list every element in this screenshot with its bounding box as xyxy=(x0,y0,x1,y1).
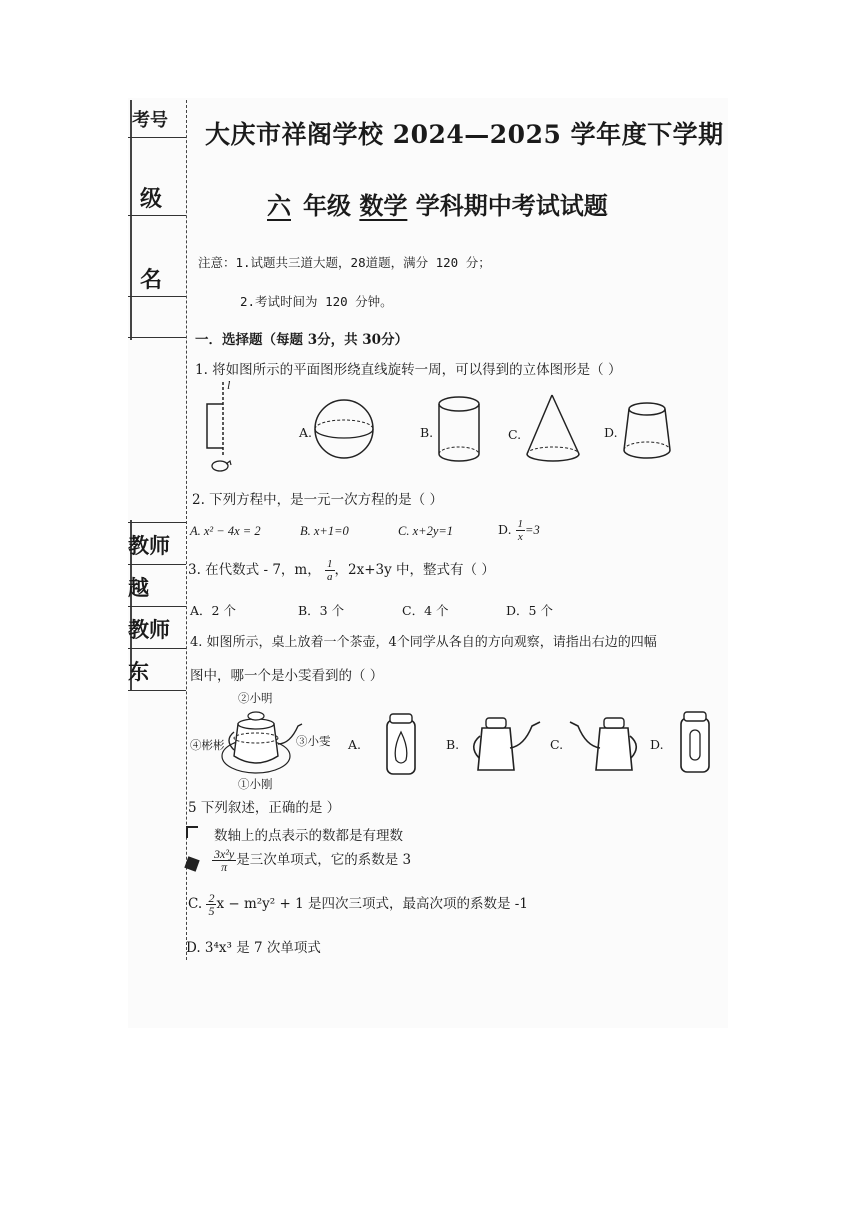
q4-label-bottom: ①小刚 xyxy=(238,777,273,791)
teapot-handle-side-view-icon xyxy=(384,712,418,778)
side-teacher-name: 越 xyxy=(128,575,149,600)
note-line-2: 2.考试时间为 120 分钟。 xyxy=(240,294,393,309)
q5-c-fraction xyxy=(206,892,216,917)
grade-suffix: 年级 xyxy=(303,191,351,220)
section-1-title: 一．选择题（每题 3分，共 30分） xyxy=(195,332,409,348)
side-divider xyxy=(128,337,186,338)
side-label-name: 名 xyxy=(140,267,163,293)
q5-option-d[interactable]: D. 3⁴x³ 是 7 次单项式 xyxy=(186,940,321,956)
q5-b-num: 3x²y xyxy=(214,847,235,861)
q3-text-pre: 3. 在代数式 - 7，m， xyxy=(188,562,321,578)
q1-option-c[interactable]: C. xyxy=(508,427,522,442)
exam-subtitle xyxy=(255,186,608,221)
q5-c-rest: x − m²y² + 1 是四次三项式，最高次项的系数是 -1 xyxy=(216,896,528,912)
q1-option-b[interactable]: B. xyxy=(420,425,434,440)
q4-label-top: ②小明 xyxy=(238,691,273,705)
q3-fraction xyxy=(325,558,335,583)
q1-text: 1. 将如图所示的平面图形绕直线旋转一周，可以得到的立体图形是（ ） xyxy=(195,362,622,378)
q4-option-b[interactable]: B. xyxy=(446,737,460,752)
side-label-exam-no: 考号 xyxy=(132,110,168,131)
q4-label-right: ③小雯 xyxy=(296,734,331,748)
q2-d-fraction xyxy=(516,518,526,543)
q5-c-label: C. xyxy=(188,896,203,912)
teapot-spout-front-view-icon xyxy=(678,710,712,776)
q5-option-a[interactable]: 数轴上的点表示的数都是有理数 xyxy=(214,828,403,844)
side-divider xyxy=(128,648,186,649)
q5-option-c[interactable] xyxy=(188,892,528,917)
q2-option-a[interactable]: A. x² − 4x = 2 xyxy=(190,524,261,538)
q3-option-d[interactable]: D．5 个 xyxy=(506,603,553,618)
q5-b-den: π xyxy=(221,860,228,874)
teapot-spout-right-icon xyxy=(468,712,542,776)
q3-frac-den: a xyxy=(327,571,333,583)
q1-axis-label: l xyxy=(227,378,231,392)
side-divider xyxy=(128,522,186,523)
q1-option-d[interactable]: D. xyxy=(604,425,618,440)
subject-value: 数学 xyxy=(359,191,408,220)
q4-text-line-2: 图中，哪一个是小雯看到的（ ） xyxy=(190,668,384,684)
q4-option-d[interactable]: D. xyxy=(650,737,664,752)
q2-d-den: x xyxy=(517,531,523,543)
note-line-1: 注意：1.试题共三道大题，28道题，满分 120 分； xyxy=(198,255,491,270)
q5-c-num: 2 xyxy=(208,891,215,905)
q3-option-a[interactable]: A．2 个 xyxy=(190,603,236,618)
side-divider xyxy=(128,296,186,297)
q4-option-a[interactable]: A. xyxy=(348,737,362,752)
frustum-icon xyxy=(622,402,674,462)
q2-d-rest: =3 xyxy=(525,523,540,537)
side-teacher-label: 教师 xyxy=(128,617,170,642)
exam-title: 大庆市祥阁学校 2024—2025 学年度下学期 xyxy=(205,120,724,149)
teapot-top-view-icon xyxy=(222,704,312,778)
teapot-spout-left-icon xyxy=(568,712,642,776)
q3-frac-num: 1 xyxy=(327,558,333,570)
q1-option-a[interactable]: A. xyxy=(299,425,313,440)
cylinder-icon xyxy=(438,396,482,464)
side-teacher-name: 东 xyxy=(128,659,149,684)
q3-text-post: ，2x+3y 中，整式有（ ） xyxy=(334,562,495,578)
side-divider xyxy=(128,690,186,691)
q4-label-left: ④彬彬 xyxy=(190,738,225,752)
side-teacher-label: 教师 xyxy=(128,533,170,558)
q2-d-num: 1 xyxy=(517,518,524,530)
q3-text xyxy=(188,558,495,583)
side-divider xyxy=(128,564,186,565)
q3-option-c[interactable]: C．4 个 xyxy=(402,603,449,618)
side-label-class: 级 xyxy=(140,186,163,212)
q5-b-fraction xyxy=(212,848,236,873)
q4-option-c[interactable]: C. xyxy=(550,737,564,752)
q1-plane-figure xyxy=(190,378,250,478)
sphere-icon xyxy=(315,396,375,462)
q5-b-rest: 是三次单项式，它的系数是 3 xyxy=(236,852,412,868)
q5-c-den: 5 xyxy=(208,904,215,918)
q2-option-c[interactable]: C. x+2y=1 xyxy=(398,524,454,538)
q5-text: 5 下列叙述，正确的是 ） xyxy=(188,800,341,816)
q4-text-line-1: 4. 如图所示，桌上放着一个茶壶，4个同学从各自的方向观察，请指出右边的四幅 xyxy=(190,635,657,650)
grade-value: 六 xyxy=(267,191,291,220)
cone-icon xyxy=(525,394,583,464)
q2-text: 2. 下列方程中，是一元一次方程的是（ ） xyxy=(192,492,443,508)
q2-d-label: D. xyxy=(498,522,512,537)
side-divider xyxy=(128,606,186,607)
binding-border-top xyxy=(130,100,132,340)
q5-option-b[interactable] xyxy=(212,848,411,873)
q2-option-d[interactable] xyxy=(498,518,540,543)
subject-suffix: 学科期中考试试题 xyxy=(415,191,608,220)
side-divider xyxy=(128,137,186,138)
q3-option-b[interactable]: B．3 个 xyxy=(298,603,345,618)
q2-option-b[interactable]: B. x+1=0 xyxy=(300,524,349,538)
q5-a-mark xyxy=(186,826,198,838)
side-divider xyxy=(128,215,186,216)
